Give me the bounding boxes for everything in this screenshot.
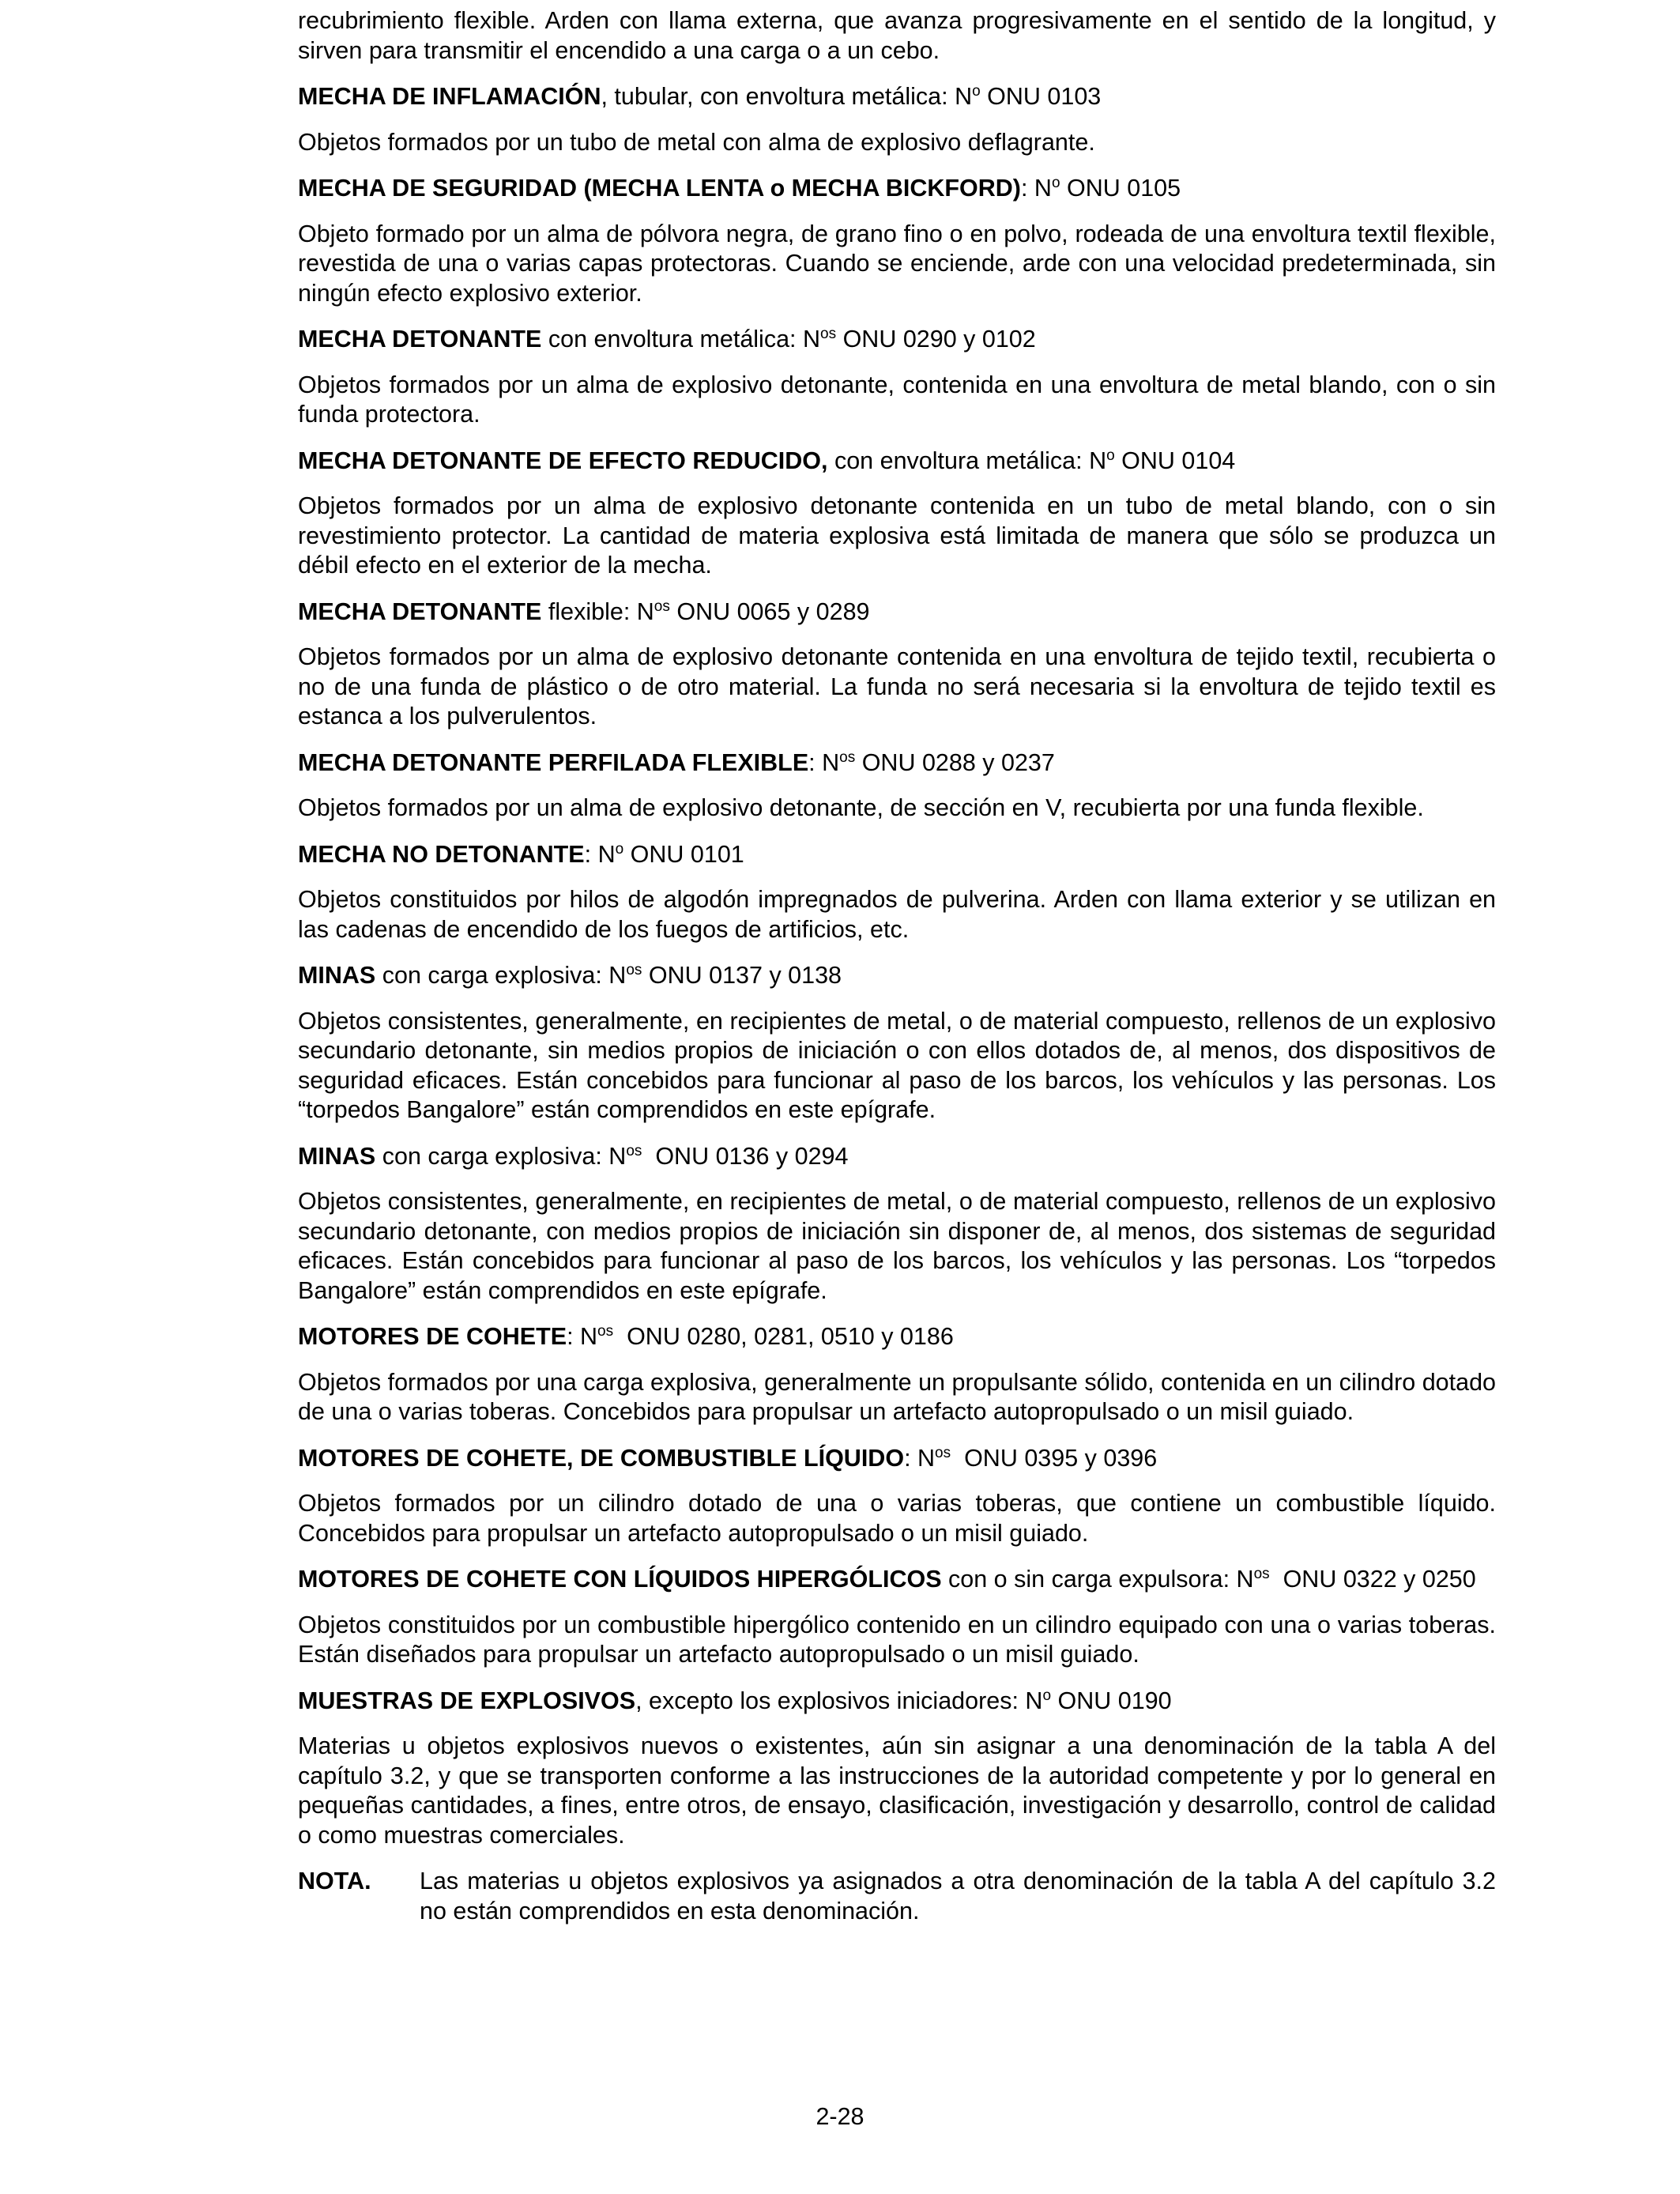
entry-term: MECHA DE SEGURIDAD (MECHA LENTA o MECHA BICKFORD) bbox=[298, 175, 1021, 202]
entry-number-superscript: os bbox=[626, 1142, 642, 1159]
entry-number-superscript: o bbox=[972, 83, 981, 100]
entry-number-superscript: os bbox=[839, 748, 856, 766]
entry-qualifier: con o sin carga expulsora: N bbox=[941, 1566, 1254, 1593]
entry-term: MECHA DETONANTE bbox=[298, 598, 542, 625]
entry-heading bbox=[298, 748, 1496, 778]
entry-description: Objetos consistentes, generalmente, en recipientes de metal, o de material compuesto, rellenos de un explosivo secundario detonante, sin medios propios de iniciación o con ellos dotados de, al menos, dos dispositivos de seguridad eficaces. Están concebidos para funcionar al paso de los barcos, los vehículos y las personas. Los “torpedos Bangalore” están comprendidos en este epígrafe. bbox=[298, 1007, 1496, 1123]
entry-heading bbox=[298, 840, 1496, 870]
entry-term: MINAS bbox=[298, 962, 376, 989]
entry-un-number: ONU 0137 y 0138 bbox=[642, 962, 842, 989]
entry-description: Objetos constituidos por un combustible hipergólico contenido en un cilindro equipado con una o varias toberas. Están diseñados para propulsar un artefacto autopropulsado o un misil guiado. bbox=[298, 1611, 1496, 1668]
entry-un-number: ONU 0288 y 0237 bbox=[855, 748, 1055, 776]
entry-heading bbox=[298, 82, 1496, 112]
entry-term: MOTORES DE COHETE CON LÍQUIDOS HIPERGÓLICOS bbox=[298, 1566, 942, 1593]
intro-paragraph: recubrimiento flexible. Arden con llama externa, que avanza progresivamente en el sentido de la longitud, y sirven para transmitir el encendido a una carga o a un cebo. bbox=[298, 7, 1496, 64]
entry-term: MUESTRAS DE EXPLOSIVOS bbox=[298, 1687, 636, 1714]
entry-un-number: ONU 0105 bbox=[1060, 175, 1181, 202]
entry-term: MECHA DE INFLAMACIÓN bbox=[298, 83, 601, 110]
entry-un-number: ONU 0290 y 0102 bbox=[836, 326, 1036, 352]
entry-un-number: ONU 0101 bbox=[623, 840, 744, 868]
entry-qualifier: : N bbox=[1020, 175, 1052, 202]
entry-term: MECHA DETONANTE bbox=[298, 326, 542, 352]
document-body bbox=[298, 6, 1496, 1926]
entry-number-superscript: os bbox=[935, 1444, 951, 1461]
entry-qualifier: con carga explosiva: N bbox=[375, 962, 627, 989]
entry-un-number: ONU 0190 bbox=[1051, 1687, 1172, 1714]
entry-description: Objetos formados por un alma de explosivo detonante contenida en un tubo de metal blando, con o sin revestimiento protector. La cantidad de materia explosiva está limitada de manera que sólo se produzca un débil efecto en el exterior de la mecha. bbox=[298, 492, 1496, 579]
entry-un-number: ONU 0395 y 0396 bbox=[951, 1444, 1158, 1472]
entry-number-superscript: os bbox=[654, 598, 670, 615]
entry-heading bbox=[298, 447, 1496, 477]
entry-description: Objetos constituidos por hilos de algodón impregnados de pulverina. Arden con llama exterior y se utilizan en las cadenas de encendido de los fuegos de artificios, etc. bbox=[298, 886, 1496, 943]
entry-term: MOTORES DE COHETE bbox=[298, 1323, 567, 1350]
entry-term: MOTORES DE COHETE, DE COMBUSTIBLE LÍQUIDO bbox=[298, 1444, 905, 1472]
entry-number-superscript: os bbox=[820, 326, 837, 342]
entry-qualifier: : N bbox=[567, 1323, 598, 1350]
entry-description: Objetos consistentes, generalmente, en recipientes de metal, o de material compuesto, rellenos de un explosivo secundario detonante, con medios propios de iniciación sin disponer de, al menos, dos sistemas de seguridad eficaces. Están concebidos para funcionar al paso de los barcos, los vehículos y las personas. Los “torpedos Bangalore” están comprendidos en este epígrafe. bbox=[298, 1188, 1496, 1304]
entry-heading bbox=[298, 174, 1496, 204]
entry-number-superscript: os bbox=[1253, 1566, 1270, 1582]
entry-qualifier: , tubular, con envoltura metálica: N bbox=[601, 83, 973, 110]
entries-list bbox=[298, 82, 1496, 1850]
entry-heading bbox=[298, 961, 1496, 991]
entry-un-number: ONU 0104 bbox=[1114, 447, 1236, 474]
entry-un-number: ONU 0136 y 0294 bbox=[642, 1142, 849, 1170]
entry-term: MECHA DETONANTE PERFILADA FLEXIBLE bbox=[298, 748, 809, 776]
entry-number-superscript: os bbox=[597, 1323, 614, 1340]
entry-heading bbox=[298, 1142, 1496, 1172]
entry-description: Objetos formados por un cilindro dotado de una o varias toberas, que contiene un combustible líquido. Concebidos para propulsar un artefacto autopropulsado o un misil guiado. bbox=[298, 1490, 1496, 1547]
entry-un-number: ONU 0322 y 0250 bbox=[1269, 1566, 1476, 1593]
entry-description: Objetos formados por un alma de explosivo detonante, contenida en una envoltura de metal blando, con o sin funda protectora. bbox=[298, 371, 1496, 428]
entry-un-number: ONU 0065 y 0289 bbox=[669, 598, 870, 625]
entry-un-number: ONU 0103 bbox=[980, 83, 1102, 110]
nota-label: NOTA. bbox=[298, 1868, 371, 1894]
entry-description: Objetos formados por un alma de explosivo detonante, de sección en V, recubierta por una funda flexible. bbox=[298, 794, 1424, 821]
entry-qualifier: : N bbox=[904, 1444, 936, 1472]
entry-heading bbox=[298, 1565, 1496, 1595]
entry-qualifier: con envoltura metálica: N bbox=[541, 326, 821, 352]
nota-block bbox=[298, 1867, 1496, 1926]
entry-term: MECHA DETONANTE DE EFECTO REDUCIDO, bbox=[298, 447, 828, 474]
entry-number-superscript: o bbox=[1051, 175, 1060, 191]
entry-qualifier: , excepto los explosivos iniciadores: N bbox=[635, 1687, 1043, 1714]
entry-description: Objetos formados por una carga explosiva, generalmente un propulsante sólido, contenida en un cilindro dotado de una o varias toberas. Concebidos para propulsar un artefacto autopropulsado o un misil guiado. bbox=[298, 1368, 1496, 1425]
entry-qualifier: con envoltura metálica: N bbox=[827, 447, 1107, 474]
entry-number-superscript: os bbox=[626, 962, 642, 978]
entry-heading bbox=[298, 598, 1496, 628]
entry-term: MECHA NO DETONANTE bbox=[298, 840, 585, 868]
entry-number-superscript: o bbox=[1042, 1687, 1052, 1704]
entry-heading bbox=[298, 325, 1496, 355]
entry-description: Objetos formados por un tubo de metal con alma de explosivo deflagrante. bbox=[298, 128, 1095, 156]
entry-heading bbox=[298, 1687, 1496, 1717]
entry-description: Materias u objetos explosivos nuevos o existentes, aún sin asignar a una denominación de la tabla A del capítulo 3.2, y que se transporten conforme a las instrucciones de la autoridad competente y por lo general en pequeñas cantidades, a fines, entre otros, de ensayo, clasificación, investigación y desarrollo, control de calidad o como muestras comerciales. bbox=[298, 1732, 1496, 1849]
nota-text: Las materias u objetos explosivos ya asignados a otra denominación de la tabla A del capítulo 3.2 no están comprendidos en esta denominación. bbox=[420, 1868, 1496, 1924]
entry-qualifier: : N bbox=[808, 748, 840, 776]
entry-qualifier: : N bbox=[584, 840, 616, 868]
entry-qualifier: flexible: N bbox=[541, 598, 654, 625]
entry-un-number: ONU 0280, 0281, 0510 y 0186 bbox=[613, 1323, 954, 1350]
entry-description: Objetos formados por un alma de explosivo detonante contenida en una envoltura de tejido textil, recubierta o no de una funda de plástico o de otro material. La funda no será necesaria si la envoltura de tejido textil es estanca a los pulverulentos. bbox=[298, 643, 1496, 729]
entry-heading bbox=[298, 1444, 1496, 1474]
entry-number-superscript: o bbox=[1106, 447, 1115, 464]
entry-term: MINAS bbox=[298, 1142, 376, 1170]
entry-number-superscript: o bbox=[615, 840, 624, 858]
page-number: 2-28 bbox=[816, 2103, 864, 2130]
entry-description: Objeto formado por un alma de pólvora negra, de grano fino o en polvo, rodeada de una envoltura textil flexible, revestida de una o varias capas protectoras. Cuando se enciende, arde con una velocidad predeterminada, sin ningún efecto explosivo exterior. bbox=[298, 220, 1496, 307]
entry-qualifier: con carga explosiva: N bbox=[375, 1142, 627, 1170]
entry-heading bbox=[298, 1322, 1496, 1352]
